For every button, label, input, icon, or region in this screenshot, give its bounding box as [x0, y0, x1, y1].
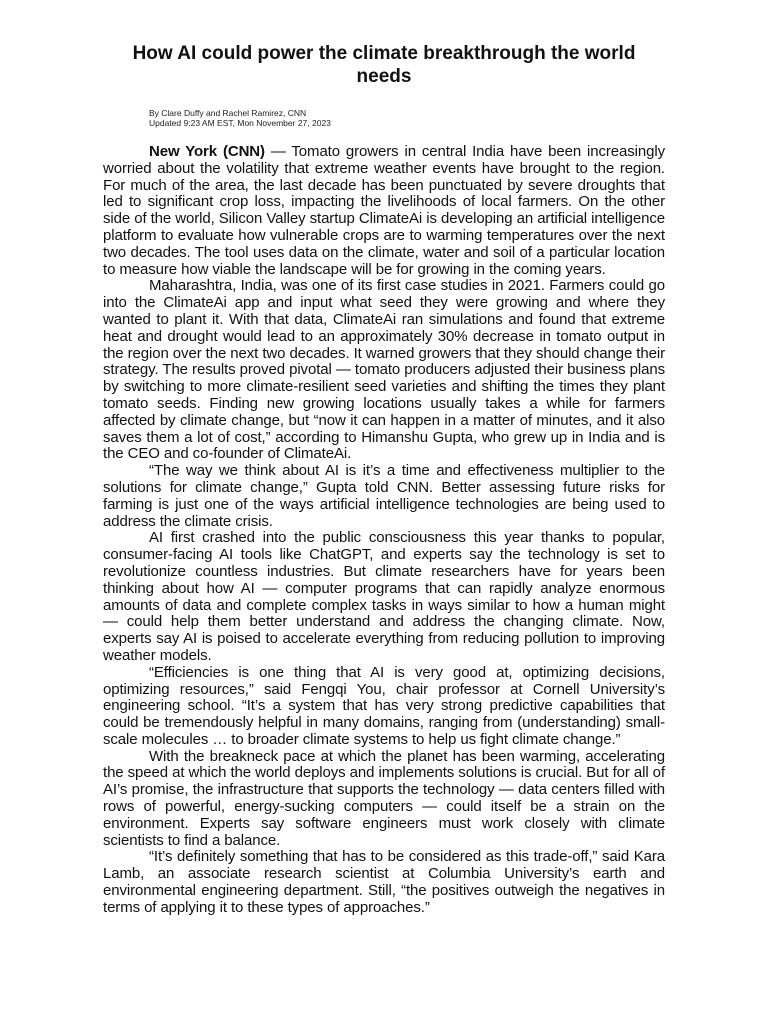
paragraph-5: “Efficiencies is one thing that AI is very good at, optimizing decisions, optimizing resources,” said Fengqi You, chair professor at Cornell University’s engineering school. “It’s a system that has very strong predictive capabilities that could be tremendously helpful in many domains, ranging from (understanding) small-scale molecules … to broader climate systems to help us fight climate change.”	[103, 663, 665, 748]
paragraph-2: Maharashtra, India, was one of its first case studies in 2021. Farmers could go into the ClimateAi app and input what seed they were growing and where they wanted to plant it. With that data, ClimateAi ran simulations and found that extreme heat and drought would lead to an approximately 30% decrease in tomato output in the region over the next two decades. It warned growers that they should change their strategy. The results proved pivotal — tomato producers adjusted their business plans by switching to more climate-resilient seed varieties and shifting the times they plant tomato seeds. Finding new growing locations usually takes a while for farmers affected by climate change, but “now it can happen in a matter of minutes, and it also saves them a lot of cost,” according to Himanshu Gupta, who grew up in India and is the CEO and co-founder of ClimateAi.	[103, 277, 665, 463]
paragraph-3: “The way we think about AI is it’s a time and effectiveness multiplier to the solutions for climate change,” Gupta told CNN. Better assessing future risks for farming is just one of the ways artificial intelligence technologies are being used to address the climate crisis.	[103, 462, 665, 530]
paragraph-1	[103, 144, 665, 278]
article-page	[103, 42, 665, 917]
paragraph-1-text: — Tomato growers in central India have been increasingly worried about the volatility that extreme weather events have brought to the region. For much of the area, the last decade has been punctuated by severe droughts that led to significant crop loss, impacting the livelihoods of local farmers. On the other side of the world, Silicon Valley startup ClimateAi is developing an artificial intelligence platform to evaluate how vulnerable crops are to warming temperatures over the next two decades. The tool uses data on the climate, water and soil of a particular location to measure how viable the landscape will be for growing in the coming years.	[103, 143, 665, 278]
byline	[149, 108, 665, 128]
dateline: New York (CNN)	[149, 143, 265, 160]
paragraph-4: AI first crashed into the public consciousness this year thanks to popular, consumer-facing AI tools like ChatGPT, and experts say the technology is set to revolutionize countless industries. But climate researchers have for years been thinking about how AI — computer programs that can rapidly analyze enormous amounts of data and complete complex tasks in ways similar to how a human might — could help them better understand and address the changing climate. Now, experts say AI is poised to accelerate everything from reducing pollution to improving weather models.	[103, 529, 665, 664]
article-body	[103, 144, 665, 917]
paragraph-6: With the breakneck pace at which the planet has been warming, accelerating the speed at which the world deploys and implements solutions is crucial. But for all of AI’s promise, the infrastructure that supports the technology — data centers filled with rows of powerful, energy-sucking computers — could itself be a strain on the environment. Experts say software engineers must work closely with climate scientists to find a balance.	[103, 747, 665, 849]
paragraph-7: “It’s definitely something that has to be considered as this trade-off,” said Kara Lamb, an associate research scientist at Columbia University’s earth and environmental engineering department. Still, “the positives outweigh the negatives in terms of applying it to these types of approaches.”	[103, 848, 665, 916]
article-title: How AI could power the climate breakthrough the world needs	[132, 43, 636, 87]
author-line: By Clare Duffy and Rachel Ramirez, CNN	[149, 108, 307, 118]
updated-timestamp: Updated 9:23 AM EST, Mon November 27, 2023	[149, 118, 331, 128]
